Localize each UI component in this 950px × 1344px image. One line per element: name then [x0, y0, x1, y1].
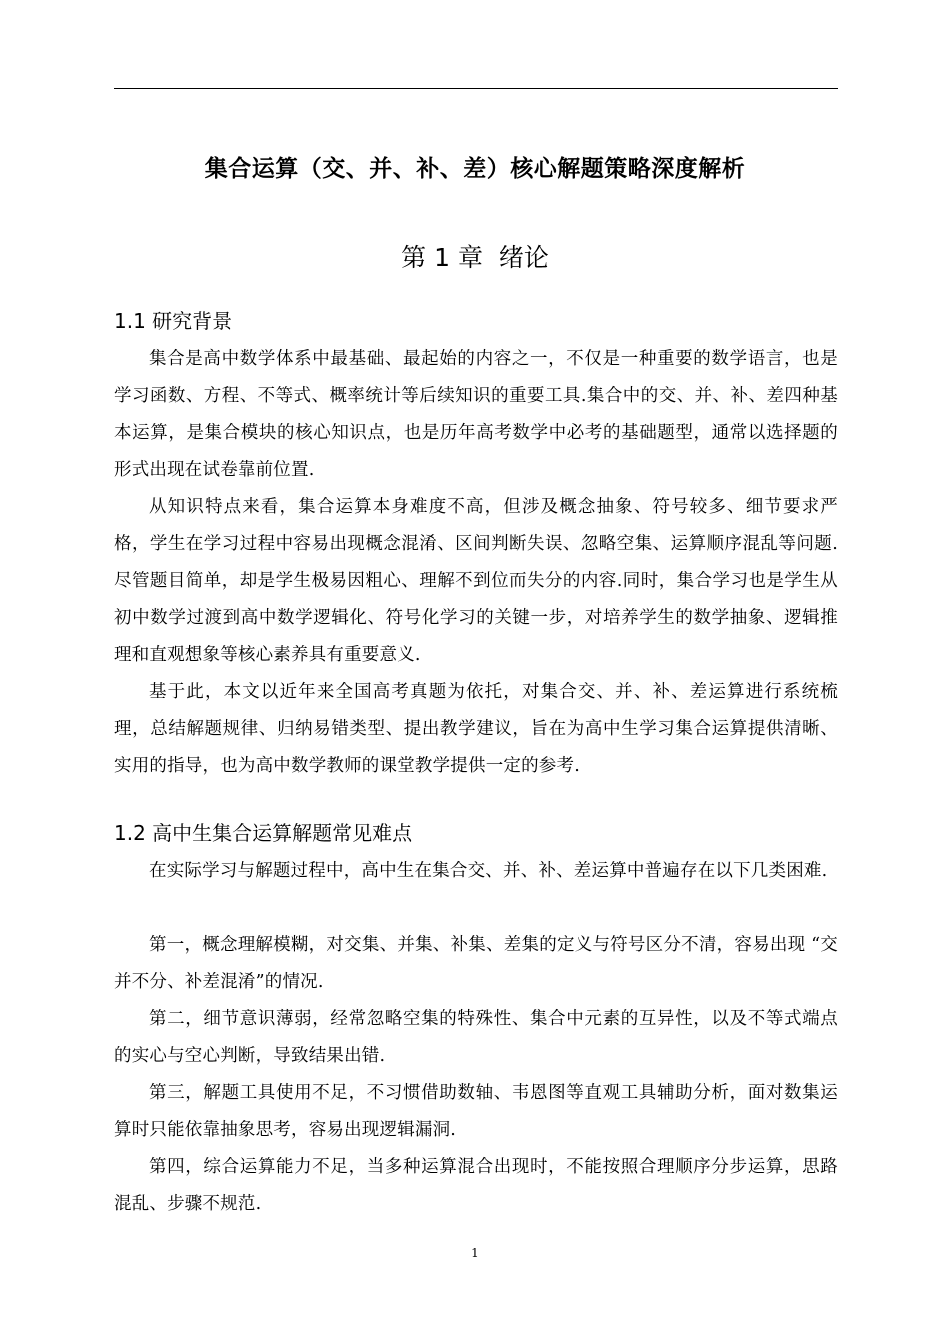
page-number: 1	[471, 1246, 479, 1260]
paragraph: 集合是高中数学体系中最基础、最起始的内容之一，不仅是一种重要的数学语言，也是学习函数、方程、不等式、概率统计等后续知识的重要工具.集合中的交、并、补、差四种基本运算，是集合模块的核心知识点，也是历年高考数学中必考的基础题型，通常以选择题的形式出现在试卷靠前位置.	[114, 349, 838, 480]
paragraph: 第三，解题工具使用不足，不习惯借助数轴、韦恩图等直观工具辅助分析，面对数集运算时只能依靠抽象思考，容易出现逻辑漏洞.	[114, 1083, 838, 1140]
section-heading-1-2: 1.2 高中生集合运算解题常见难点	[114, 821, 413, 845]
chapter-heading: 第 1 章 绪论	[401, 243, 549, 272]
paragraph: 在实际学习与解题过程中，高中生在集合交、并、补、差运算中普遍存在以下几类困难.	[149, 861, 828, 881]
paragraph: 从知识特点来看，集合运算本身难度不高，但涉及概念抽象、符号较多、细节要求严格，学生在学习过程中容易出现概念混淆、区间判断失误、忽略空集、运算顺序混乱等问题.尽管题目简单，却是学生极易因粗心、理解不到位而失分的内容.同时，集合学习也是学生从初中数学过渡到高中数学逻辑化、符号化学习的关键一步，对培养学生的数学抽象、逻辑推理和直观想象等核心素养具有重要意义.	[114, 497, 838, 665]
paragraph: 第二，细节意识薄弱，经常忽略空集的特殊性、集合中元素的互异性，以及不等式端点的实心与空心判断，导致结果出错.	[114, 1009, 838, 1066]
header-rule	[114, 88, 838, 89]
paragraph: 基于此，本文以近年来全国高考真题为依托，对集合交、并、补、差运算进行系统梳理，总结解题规律、归纳易错类型、提出教学建议，旨在为高中生学习集合运算提供清晰、实用的指导，也为高中数学教师的课堂教学提供一定的参考.	[114, 682, 838, 776]
section-heading-1-1: 1.1 研究背景	[114, 309, 233, 333]
paragraph: 第四，综合运算能力不足，当多种运算混合出现时，不能按照合理顺序分步运算，思路混乱、步骤不规范.	[114, 1157, 838, 1214]
paragraph: 第一，概念理解模糊，对交集、并集、补集、差集的定义与符号区分不清，容易出现 “交并不分、补差混淆”的情况.	[114, 935, 838, 992]
document-title: 集合运算（交、并、补、差）核心解题策略深度解析	[204, 156, 746, 182]
